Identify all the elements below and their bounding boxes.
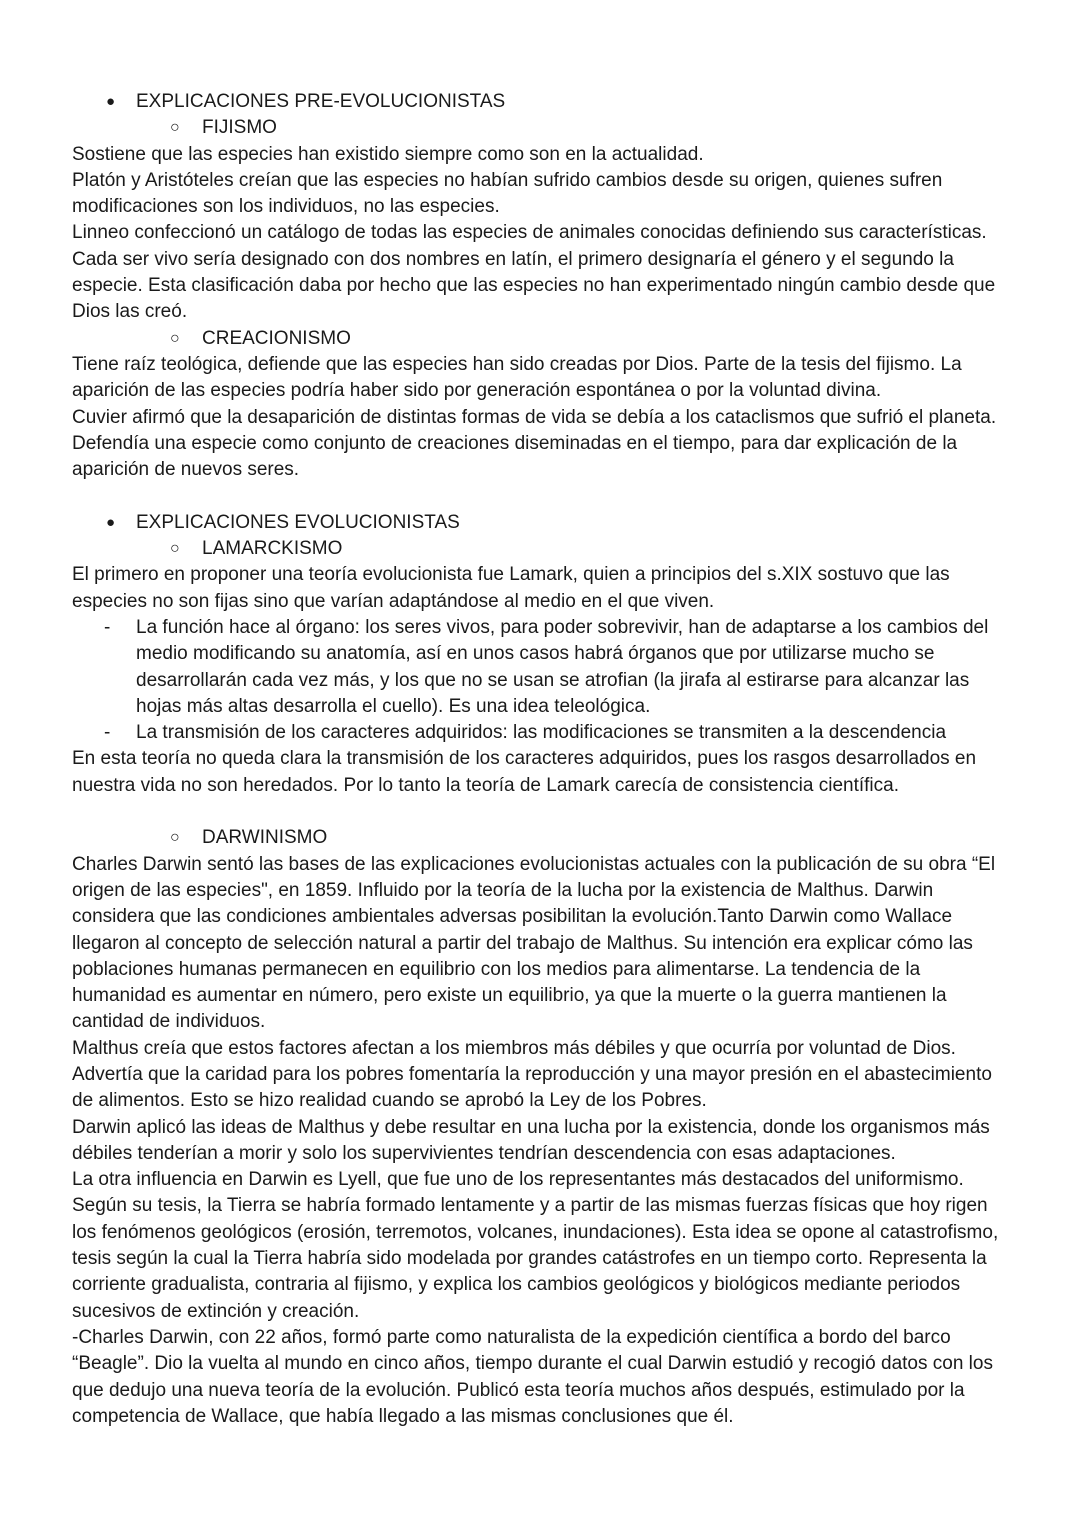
paragraph: Linneo confeccionó un catálogo de todas las especies de animales conocidas definiendo sus características. Cada ser vivo sería designado con dos nombres en latín, el primero designaría el género y el segundo la especie. Esta clasificación daba por hecho que las especies no han experimentado ningún cambio desde que Dios las creó.: [72, 222, 996, 323]
filled-bullet-icon: ●: [106, 513, 116, 531]
subheading-text: CREACIONISMO: [202, 327, 351, 349]
dash-bullet-icon: -: [104, 722, 111, 744]
paragraph: En esta teoría no queda clara la transmisión de los caracteres adquiridos, pues los rasgos desarrollados en nuestra vida no son heredados. Por lo tanto la teoría de Lamark carecía de consistencia científica.: [72, 748, 977, 796]
section-heading-text: EXPLICACIONES EVOLUCIONISTAS: [136, 511, 460, 533]
subheading-creacionismo: [72, 326, 1012, 352]
dash-list-item: [72, 615, 1012, 720]
subheading-text: FIJISMO: [202, 117, 277, 139]
spacer: [72, 483, 1012, 509]
hollow-bullet-icon: ○: [170, 329, 180, 347]
paragraph: Malthus creía que estos factores afectan a los miembros más débiles y que ocurría por voluntad de Dios. Advertía que la caridad para los pobres fomentaría la reproducción y una mayor presión en el abastecimiento de alimentos. Esto se hizo realidad cuando se aprobó la Ley de los Pobres.: [72, 1037, 992, 1112]
paragraph: Charles Darwin sentó las bases de las explicaciones evolucionistas actuales con la publicación de su obra “El origen de las especies", en 1859. Influido por la teoría de la lucha por la existencia de Malthus. Darwin considera que las condiciones ambientales adversas posibilitan la evolución.Tanto Darwin como Wallace llegaron al concepto de selección natural a partir del trabajo de Malthus. Su intención era explicar cómo las poblaciones humanas permanecen en equilibrio con los medios para alimentarse. La tendencia de la humanidad es aumentar en número, pero existe un equilibrio, ya que la muerte o la guerra mantienen la cantidad de individuos.: [72, 853, 996, 1033]
paragraph: Tiene raíz teológica, defiende que las especies han sido creadas por Dios. Parte de la tesis del fijismo. La aparición de las especies podría haber sido por generación espontánea o por la voluntad divina.: [72, 353, 962, 402]
section-heading-evolucionistas: [72, 510, 1012, 536]
paragraph: -Charles Darwin, con 22 años, formó parte como naturalista de la expedición científica a bordo del barco “Beagle”. Dio la vuelta al mundo en cinco años, tiempo durante el cual Darwin estudió y recogió datos con los que dedujo una nueva teoría de la evolución. Publicó esta teoría muchos años después, estimulado por la competencia de Wallace, que había llegado a las mismas conclusiones que él.: [72, 1326, 993, 1427]
hollow-bullet-icon: ○: [170, 119, 180, 137]
document-page: [72, 89, 1012, 1430]
paragraph: Cuvier afirmó que la desaparición de distintas formas de vida se debía a los cataclismos que sufrió el planeta. Defendía una especie como conjunto de creaciones diseminadas en el tiempo, para dar explicación de la aparición de nuevos seres.: [72, 406, 997, 481]
paragraph: Platón y Aristóteles creían que las especies no habían sufrido cambios desde su origen, quienes sufren modificaciones son los individuos, no las especies.: [72, 169, 943, 218]
dash-bullet-icon: -: [104, 616, 111, 638]
section-heading-text: EXPLICACIONES PRE-EVOLUCIONISTAS: [136, 91, 506, 112]
list-item-text: La función hace al órgano: los seres vivos, para poder sobrevivir, han de adaptarse a los cambios del medio modificando su anatomía, así en unos casos habrá órganos que por utilizarse mucho se desarrollarán cada vez más, y los que no se usan se atrofian (la jirafa al estirarse para alcanzar las hojas más altas desarrolla el cuello). Es una idea teleológica.: [136, 616, 989, 717]
subheading-text: LAMARCKISMO: [202, 538, 343, 560]
list-item-text: La transmisión de los caracteres adquiridos: las modificaciones se transmiten a la descendencia: [136, 722, 947, 744]
hollow-bullet-icon: ○: [170, 829, 180, 847]
section-heading-pre-evolucionistas: [72, 89, 1012, 115]
paragraph: El primero en proponer una teoría evolucionista fue Lamark, quien a principios del s.XIX sostuvo que las especies no son fijas sino que varían adaptándose al medio en el que viven.: [72, 564, 950, 612]
spacer: [72, 799, 1012, 825]
subheading-fijismo: [72, 115, 1012, 141]
paragraph: La otra influencia en Darwin es Lyell, que fue uno de los representantes más destacados del uniformismo. Según su tesis, la Tierra se habría formado lentamente y a partir de las mismas fuerzas físicas que hoy rigen los fenómenos geológicos (erosión, terremotos, volcanes, inundaciones). Esta idea se opone al catastrofismo, tesis según la cual la Tierra habría sido modelada por grandes catástrofes en un tiempo corto. Representa la corriente gradualista, contraria al fijismo, y explica los cambios geológicos y biológicos mediante periodos sucesivos de extinción y creación.: [72, 1169, 999, 1322]
hollow-bullet-icon: ○: [170, 540, 180, 558]
filled-bullet-icon: ●: [106, 93, 116, 110]
subheading-lamarckismo: [72, 536, 1012, 562]
paragraph: Darwin aplicó las ideas de Malthus y debe resultar en una lucha por la existencia, donde los organismos más débiles tenderían a morir y solo los supervivientes tendrían descendencia con esas adaptaciones.: [72, 1116, 990, 1164]
subheading-text: DARWINISMO: [202, 827, 328, 849]
subheading-darwinismo: [72, 825, 1012, 851]
paragraph: Sostiene que las especies han existido siempre como son en la actualidad.: [72, 143, 704, 165]
dash-list-item: [72, 720, 1012, 746]
